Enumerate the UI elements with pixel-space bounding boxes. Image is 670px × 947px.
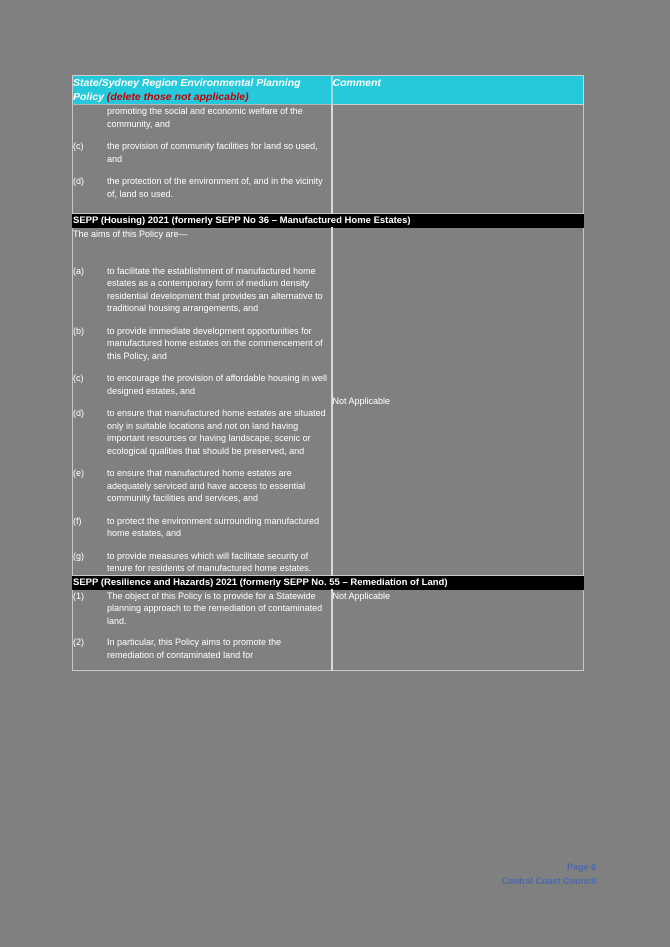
clause-text: to ensure that manufactured home estates are situated only in suitable locations and not on land having important resources or having landscape, scenic or ecological qualities that should be preserved, and <box>107 408 326 456</box>
section-header-row <box>73 214 584 228</box>
clause-marker: (g) <box>73 550 84 561</box>
footer-page-number: Page 6 <box>566 862 596 872</box>
clause-marker: (2) <box>73 637 84 647</box>
footer-organisation: Central Coast Council <box>501 876 596 886</box>
clause-text: to provide immediate development opportunities for manufactured home estates on the commencement of this Policy, and <box>107 325 323 361</box>
clause-marker: (f) <box>73 515 82 526</box>
section-bar-resilience: SEPP (Resilience and Hazards) 2021 (formerly SEPP No. 55 – Remediation of Land) <box>73 575 584 589</box>
clause-text: In particular, this Policy aims to promote the remediation of contaminated land for <box>107 637 282 660</box>
policy-assessment-table <box>72 75 584 671</box>
section-lead-text: The aims of this Policy are— <box>73 229 188 239</box>
clause-marker: (a) <box>73 265 84 276</box>
clause-marker: (c) <box>73 373 84 383</box>
table-row <box>73 228 584 576</box>
clause-marker: (e) <box>73 468 84 478</box>
comment-cell-resilience[interactable]: Not Applicable <box>332 589 584 671</box>
continued-clause-text: promoting the social and economic welfare of the community, and <box>107 106 303 129</box>
table-header-row <box>73 76 584 105</box>
clause-item <box>73 515 331 540</box>
clause-text: to protect the environment surrounding manufactured home estates, and <box>107 515 320 538</box>
clause-item <box>73 265 331 315</box>
clause-text: The object of this Policy is to provide for a Statewide planning approach to the remediation of contaminated land. <box>107 590 323 626</box>
section-housing-aims-cell <box>73 228 332 576</box>
header-policy-note: (delete those not applicable) <box>106 91 249 103</box>
clause-marker: (d) <box>73 176 84 186</box>
table-row <box>73 589 584 671</box>
clause-item <box>73 372 331 397</box>
clause-marker: (b) <box>73 325 84 336</box>
clause-item <box>73 550 331 575</box>
clause-text: to encourage the provision of affordable housing in well designed estates, and <box>107 373 327 396</box>
section-resilience-aims-cell <box>73 589 332 671</box>
clause-text: the protection of the environment of, and in the vicinity of, land so used. <box>107 176 323 199</box>
continued-clauses-cell <box>73 105 332 214</box>
clause-text: to ensure that manufactured home estates are adequately serviced and have access to essential community facilities and services, and <box>107 468 306 503</box>
clause-text: to facilitate the establishment of manufactured home estates as a contemporary form of medium density residential development that provides an alternative to traditional housing arrangements, and <box>107 265 323 313</box>
clause-marker: (d) <box>73 408 84 418</box>
clause-item <box>73 467 331 505</box>
clause-item <box>73 636 331 661</box>
table-row <box>73 105 584 214</box>
page-footer <box>0 860 596 888</box>
header-cell-comment: Comment <box>332 76 584 105</box>
section-header-row <box>73 575 584 589</box>
clause-marker: (1) <box>73 590 84 601</box>
clause-item <box>73 407 331 457</box>
header-policy-main: State/Sydney Region Environmental Planning Policy <box>73 77 301 103</box>
clause-item <box>73 325 331 363</box>
comment-cell[interactable] <box>332 105 584 214</box>
clause-text: the provision of community facilities for land so used, and <box>107 141 318 164</box>
section-bar-housing: SEPP (Housing) 2021 (formerly SEPP No 36 – Manufactured Home Estates) <box>73 214 584 228</box>
clause-item <box>73 590 331 628</box>
clause-marker: (c) <box>73 141 84 151</box>
header-cell-policy <box>73 76 332 105</box>
clause-item <box>73 175 331 200</box>
comment-cell-housing[interactable]: Not Applicable <box>332 228 584 576</box>
clause-item <box>73 140 331 165</box>
clause-text: to provide measures which will facilitate security of tenure for residents of manufactured home estates. <box>107 550 312 573</box>
